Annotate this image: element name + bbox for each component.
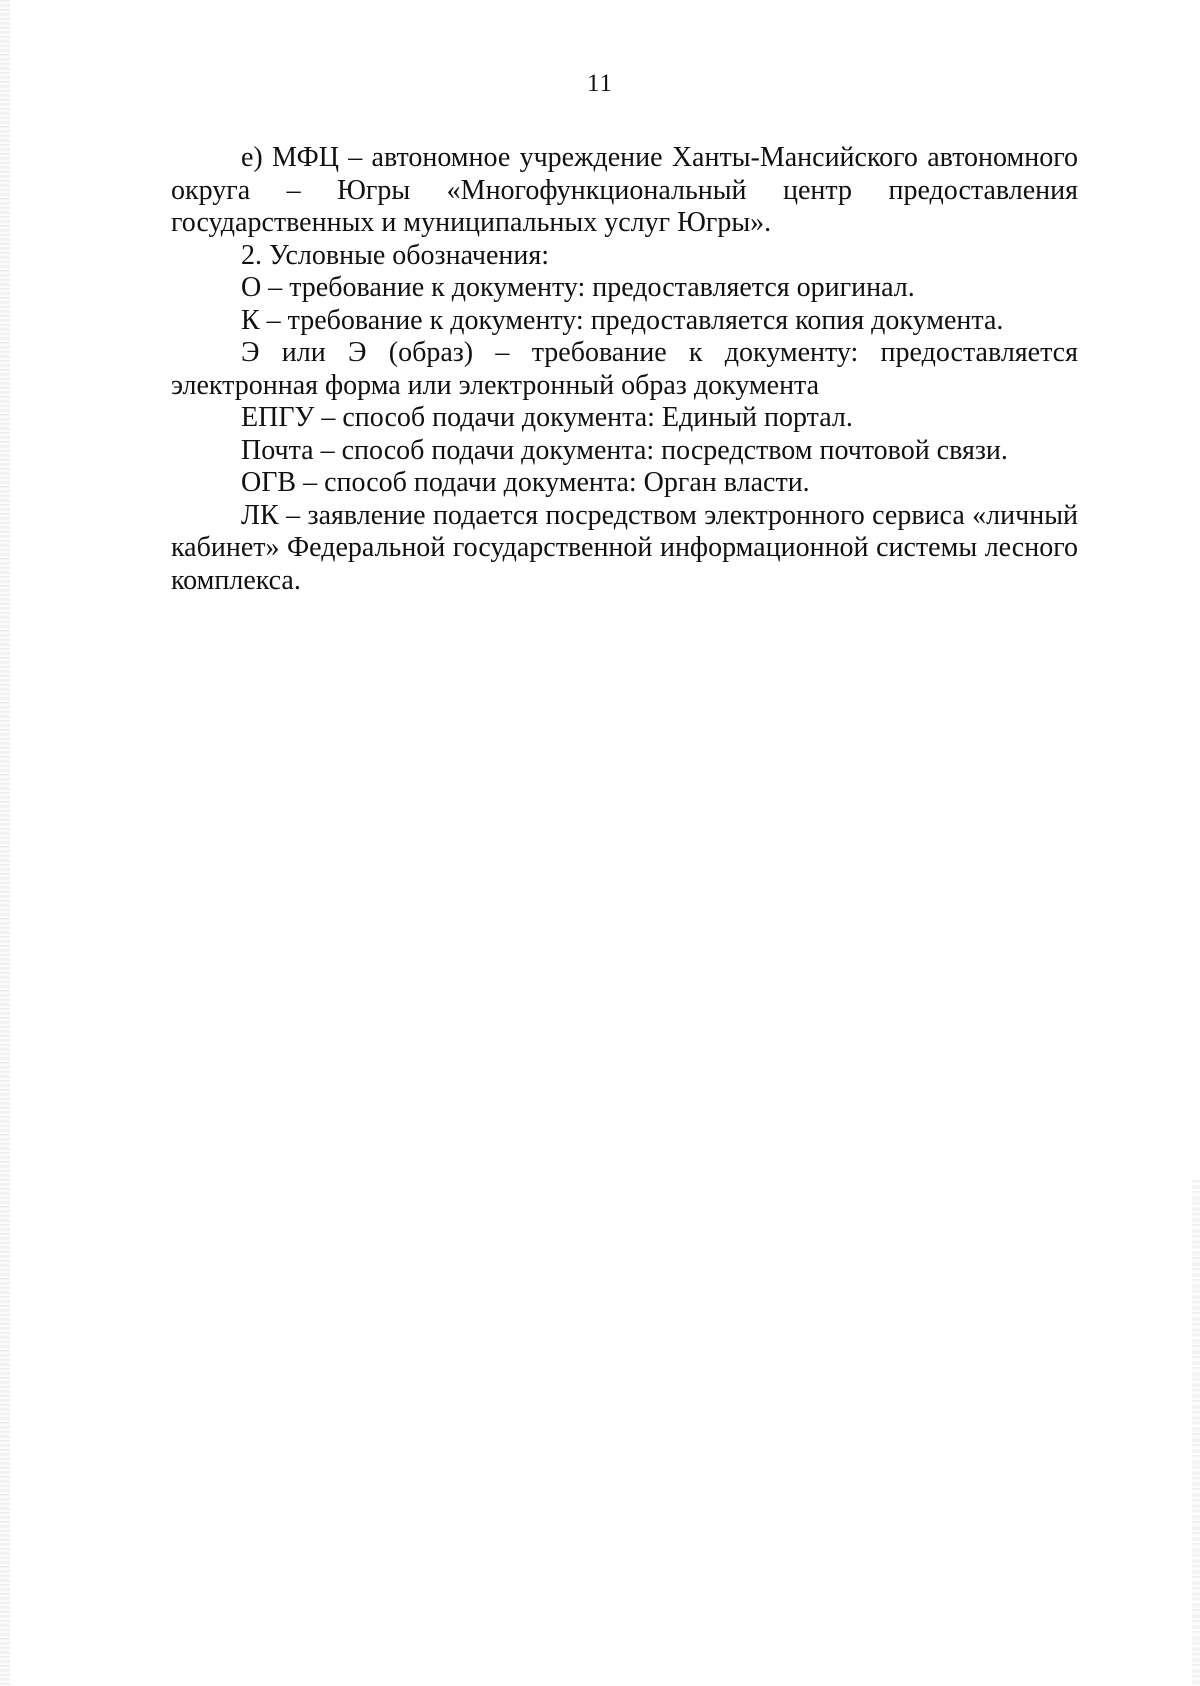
- scan-edge-right: [1192, 1180, 1200, 1686]
- conventions-heading: 2. Условные обозначения:: [241, 239, 550, 271]
- convention-post: Почта – способ подачи документа: посредством почтовой связи.: [241, 434, 1008, 466]
- convention-original: О – требование к документу: предоставляется оригинал.: [241, 272, 915, 303]
- convention-ogv: ОГВ – способ подачи документа: Орган власти.: [241, 467, 810, 498]
- convention-electronic: Э или Э (образ) – требование к документу: предоставляется электронная форма или электронный образ документа: [171, 337, 1078, 401]
- convention-epgu: ЕПГУ – способ подачи документа: Единый портал.: [241, 402, 853, 433]
- page-number: 11: [586, 70, 614, 97]
- scan-edge-left: [0, 0, 10, 1686]
- convention-lk: ЛК – заявление подается посредством электронного сервиса «личный кабинет» Федеральной государственной информационной системы лесного комплекса.: [171, 499, 1078, 596]
- definition-mfc: е) МФЦ – автономное учреждение Ханты-Мансийского автономного округа – Югры «Многофункциональный центр предоставления государственных и муниципальных услуг Югры».: [171, 142, 1078, 238]
- convention-copy: К – требование к документу: предоставляется копия документа.: [241, 304, 1004, 336]
- document-body: [171, 142, 1078, 597]
